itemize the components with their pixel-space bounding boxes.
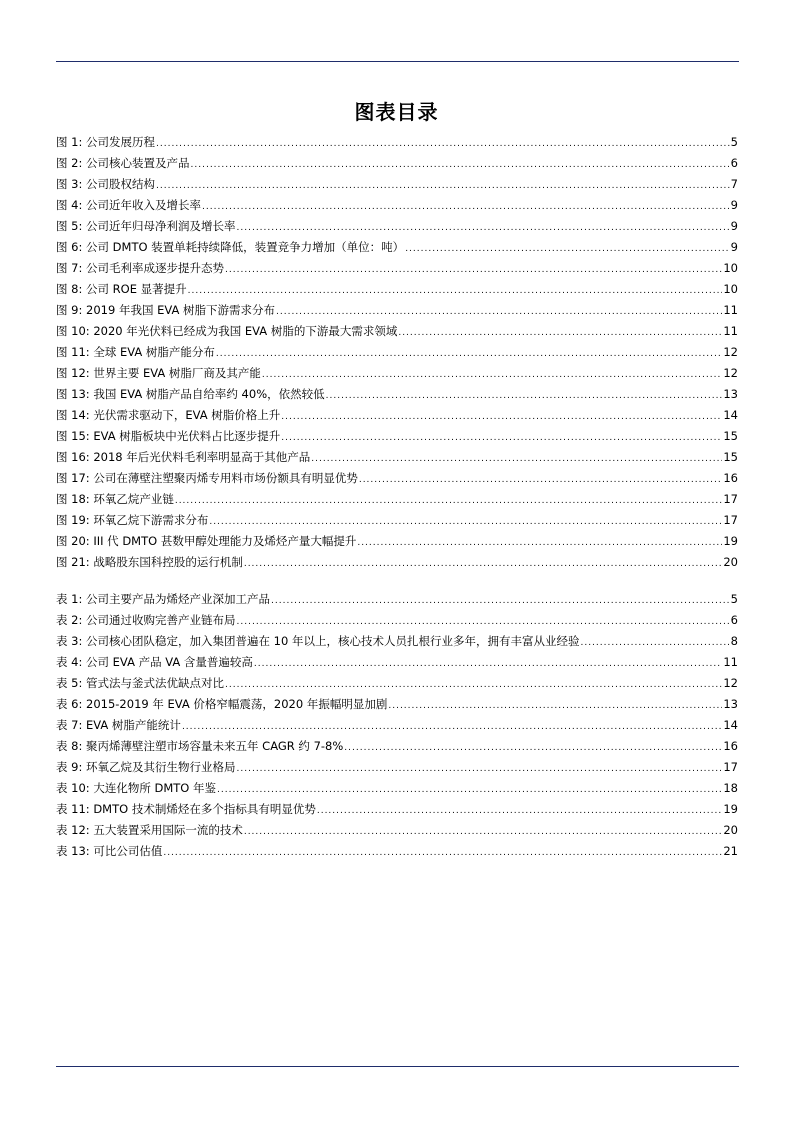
dot-leader <box>216 344 722 365</box>
page-number: 12 <box>723 345 738 359</box>
entry-label: 表 3: <box>56 634 83 648</box>
entry-label: 图 20: <box>56 534 90 548</box>
entry-title: 聚丙烯薄壁注塑市场容量未来五年 CAGR 约 7-8% <box>86 739 344 753</box>
page-number: 13 <box>723 387 738 401</box>
entry-label: 图 10: <box>56 324 90 338</box>
entry-label: 表 4: <box>56 655 83 669</box>
page-number: 12 <box>723 676 738 690</box>
dot-leader <box>326 386 723 407</box>
figure-entry[interactable] <box>56 153 738 174</box>
entry-title: 2020 年光伏料已经成为我国 EVA 树脂的下游最大需求领域 <box>93 324 398 338</box>
entry-title: 公司近年归母净利润及增长率 <box>86 219 236 233</box>
entry-title: 公司近年收入及增长率 <box>86 198 202 212</box>
entry-label: 表 11: <box>56 802 90 816</box>
dot-leader <box>344 738 722 759</box>
page-number: 20 <box>723 823 738 837</box>
page-number: 10 <box>723 282 738 296</box>
entry-label: 表 10: <box>56 781 90 795</box>
entry-title: III 代 DMTO 甚数甲醇处理能力及烯烃产量大幅提升 <box>93 534 357 548</box>
page-title: 图表目录 <box>354 100 439 124</box>
figure-entry[interactable] <box>56 531 738 552</box>
dot-leader <box>281 407 722 428</box>
figure-entry[interactable] <box>56 489 738 510</box>
entry-label: 图 13: <box>56 387 90 401</box>
dot-leader <box>175 491 723 512</box>
figure-entry[interactable] <box>56 279 738 300</box>
entry-label: 图 16: <box>56 450 90 464</box>
page-number: 15 <box>723 429 738 443</box>
entry-title: EVA 树脂板块中光伏料占比逐步提升 <box>93 429 281 443</box>
dot-leader <box>188 281 723 302</box>
table-entry[interactable] <box>56 694 738 715</box>
dot-leader <box>359 470 723 491</box>
entry-title: 公司通过收购完善产业链布局 <box>86 613 236 627</box>
figure-entry[interactable] <box>56 174 738 195</box>
dot-leader <box>271 591 730 612</box>
entry-title: 全球 EVA 树脂产能分布 <box>93 345 215 359</box>
entry-title: 公司发展历程 <box>86 135 156 149</box>
page-number: 14 <box>723 718 738 732</box>
page-number: 19 <box>723 534 738 548</box>
dot-leader <box>276 302 722 323</box>
entry-title: 2015-2019 年 EVA 价格窄幅震荡，2020 年振幅明显加剧 <box>86 697 388 711</box>
figure-entry[interactable] <box>56 132 738 153</box>
entry-title: 2019 年我国 EVA 树脂下游需求分布 <box>86 303 276 317</box>
entry-label: 图 19: <box>56 513 90 527</box>
figure-entry[interactable] <box>56 258 738 279</box>
table-entry[interactable] <box>56 778 738 799</box>
page-number: 20 <box>723 555 738 569</box>
entry-title: 环氧乙烷及其衍生物行业格局 <box>86 760 236 774</box>
table-entry[interactable] <box>56 631 738 652</box>
dot-leader <box>311 449 722 470</box>
entry-title: DMTO 技术制烯烃在多个指标具有明显优势 <box>93 802 316 816</box>
page-number: 5 <box>730 135 738 149</box>
entry-title: 公司毛利率成逐步提升态势 <box>86 261 225 275</box>
entry-label: 表 7: <box>56 718 83 732</box>
entry-title: EVA 树脂产能统计 <box>86 718 181 732</box>
figure-entry[interactable] <box>56 468 738 489</box>
figure-entry[interactable] <box>56 195 738 216</box>
entry-title: 可比公司估值 <box>93 844 163 858</box>
figure-entry[interactable] <box>56 405 738 426</box>
dot-leader <box>209 512 722 533</box>
table-entry[interactable] <box>56 736 738 757</box>
figure-list <box>56 132 738 573</box>
entry-label: 表 8: <box>56 739 83 753</box>
entry-title: 五大装置采用国际一流的技术 <box>93 823 243 837</box>
entry-title: 大连化物所 DMTO 年鉴 <box>93 781 216 795</box>
dot-leader <box>237 612 730 633</box>
dot-leader <box>225 675 722 696</box>
page-number: 17 <box>723 513 738 527</box>
figure-entry[interactable] <box>56 552 738 573</box>
entry-label: 图 3: <box>56 177 83 191</box>
dot-leader <box>357 533 722 554</box>
entry-title: 公司在薄壁注塑聚丙烯专用料市场份额具有明显优势 <box>93 471 358 485</box>
dot-leader <box>262 365 722 386</box>
table-list <box>56 589 738 862</box>
table-entry[interactable] <box>56 841 738 862</box>
entry-label: 图 18: <box>56 492 90 506</box>
page-number: 8 <box>730 634 738 648</box>
entry-label: 表 13: <box>56 844 90 858</box>
entry-title: 公司核心团队稳定，加入集团普遍在 10 年以上，核心技术人员扎根行业多年，拥有丰富从业经验 <box>86 634 580 648</box>
figure-entry[interactable] <box>56 426 738 447</box>
entry-label: 表 2: <box>56 613 83 627</box>
table-entry[interactable] <box>56 610 738 631</box>
figure-entry[interactable] <box>56 447 738 468</box>
entry-title: 公司 EVA 产品 VA 含量普遍较高 <box>86 655 253 669</box>
page-number: 21 <box>723 844 738 858</box>
page-number: 11 <box>723 303 738 317</box>
entry-title: 管式法与釜式法优缺点对比 <box>86 676 225 690</box>
dot-leader <box>191 155 730 176</box>
entry-title: 战略股东国科控股的运行机制 <box>93 555 243 569</box>
page-number: 7 <box>730 177 738 191</box>
entry-title: 公司股权结构 <box>86 177 156 191</box>
dot-leader <box>254 654 722 675</box>
entry-title: 公司主要产品为烯烃产业深加工产品 <box>86 592 271 606</box>
entry-label: 图 7: <box>56 261 83 275</box>
page-number: 11 <box>723 655 738 669</box>
table-entry[interactable] <box>56 652 738 673</box>
dot-leader <box>281 428 722 449</box>
entry-label: 表 5: <box>56 676 83 690</box>
figure-entry[interactable] <box>56 363 738 384</box>
page-number: 19 <box>723 802 738 816</box>
entry-title: 世界主要 EVA 树脂厂商及其产能 <box>93 366 261 380</box>
page-number: 9 <box>730 240 738 254</box>
dot-leader <box>217 780 722 801</box>
entry-label: 图 17: <box>56 471 90 485</box>
figure-entry[interactable] <box>56 384 738 405</box>
entry-label: 图 8: <box>56 282 83 296</box>
table-entry[interactable] <box>56 820 738 841</box>
page-number: 18 <box>723 781 738 795</box>
entry-label: 图 21: <box>56 555 90 569</box>
entry-title: 环氧乙烷产业链 <box>93 492 174 506</box>
dot-leader <box>156 176 730 197</box>
footer-rule <box>56 1066 739 1067</box>
dot-leader <box>398 323 722 344</box>
entry-label: 表 1: <box>56 592 83 606</box>
table-entry[interactable] <box>56 757 738 778</box>
entry-label: 图 12: <box>56 366 90 380</box>
table-entry[interactable] <box>56 589 738 610</box>
dot-leader <box>388 696 722 717</box>
entry-label: 图 1: <box>56 135 83 149</box>
dot-leader <box>225 260 722 281</box>
page-number: 17 <box>723 492 738 506</box>
page-number: 17 <box>723 760 738 774</box>
entry-label: 图 2: <box>56 156 83 170</box>
page-number: 16 <box>723 739 738 753</box>
figure-entry[interactable] <box>56 216 738 237</box>
page-number: 16 <box>723 471 738 485</box>
figure-entry[interactable] <box>56 342 738 363</box>
figure-entry[interactable] <box>56 321 738 342</box>
entry-label: 表 9: <box>56 760 83 774</box>
entry-title: 光伏需求驱动下，EVA 树脂价格上升 <box>93 408 281 422</box>
dot-leader <box>405 239 729 260</box>
entry-title: 环氧乙烷下游需求分布 <box>93 513 209 527</box>
entry-label: 表 12: <box>56 823 90 837</box>
entry-label: 图 5: <box>56 219 83 233</box>
figure-entry[interactable] <box>56 300 738 321</box>
page-number: 6 <box>730 613 738 627</box>
entry-label: 表 6: <box>56 697 83 711</box>
dot-leader <box>237 759 723 780</box>
dot-leader <box>244 822 723 843</box>
figure-entry[interactable] <box>56 510 738 531</box>
page-number: 14 <box>723 408 738 422</box>
entry-title: 2018 年后光伏料毛利率明显高于其他产品 <box>93 450 311 464</box>
figure-entry[interactable] <box>56 237 738 258</box>
page-number: 5 <box>730 592 738 606</box>
page-number: 9 <box>730 219 738 233</box>
page-number: 13 <box>723 697 738 711</box>
dot-leader <box>202 197 730 218</box>
entry-title: 公司 ROE 显著提升 <box>86 282 187 296</box>
table-entry[interactable] <box>56 715 738 736</box>
page-number: 10 <box>723 261 738 275</box>
entry-label: 图 14: <box>56 408 90 422</box>
dot-leader <box>237 218 730 239</box>
entry-title: 公司核心装置及产品 <box>86 156 190 170</box>
dot-leader <box>156 134 730 155</box>
dot-leader <box>244 554 723 575</box>
header-rule <box>56 61 739 62</box>
entry-label: 图 9: <box>56 303 83 317</box>
entry-title: 我国 EVA 树脂产品自给率约 40%，依然较低 <box>93 387 325 401</box>
table-entry[interactable] <box>56 673 738 694</box>
dot-leader <box>182 717 722 738</box>
dot-leader <box>580 633 729 654</box>
page-number: 11 <box>723 324 738 338</box>
page-number: 6 <box>730 156 738 170</box>
dot-leader <box>163 843 722 864</box>
table-entry[interactable] <box>56 799 738 820</box>
entry-label: 图 4: <box>56 198 83 212</box>
entry-label: 图 6: <box>56 240 83 254</box>
page-number: 9 <box>730 198 738 212</box>
entry-title: 公司 DMTO 装置单耗持续降低，装置竞争力增加（单位：吨） <box>86 240 405 254</box>
page-number: 12 <box>723 366 738 380</box>
dot-leader <box>317 801 723 822</box>
entry-label: 图 11: <box>56 345 90 359</box>
entry-label: 图 15: <box>56 429 90 443</box>
page-number: 15 <box>723 450 738 464</box>
